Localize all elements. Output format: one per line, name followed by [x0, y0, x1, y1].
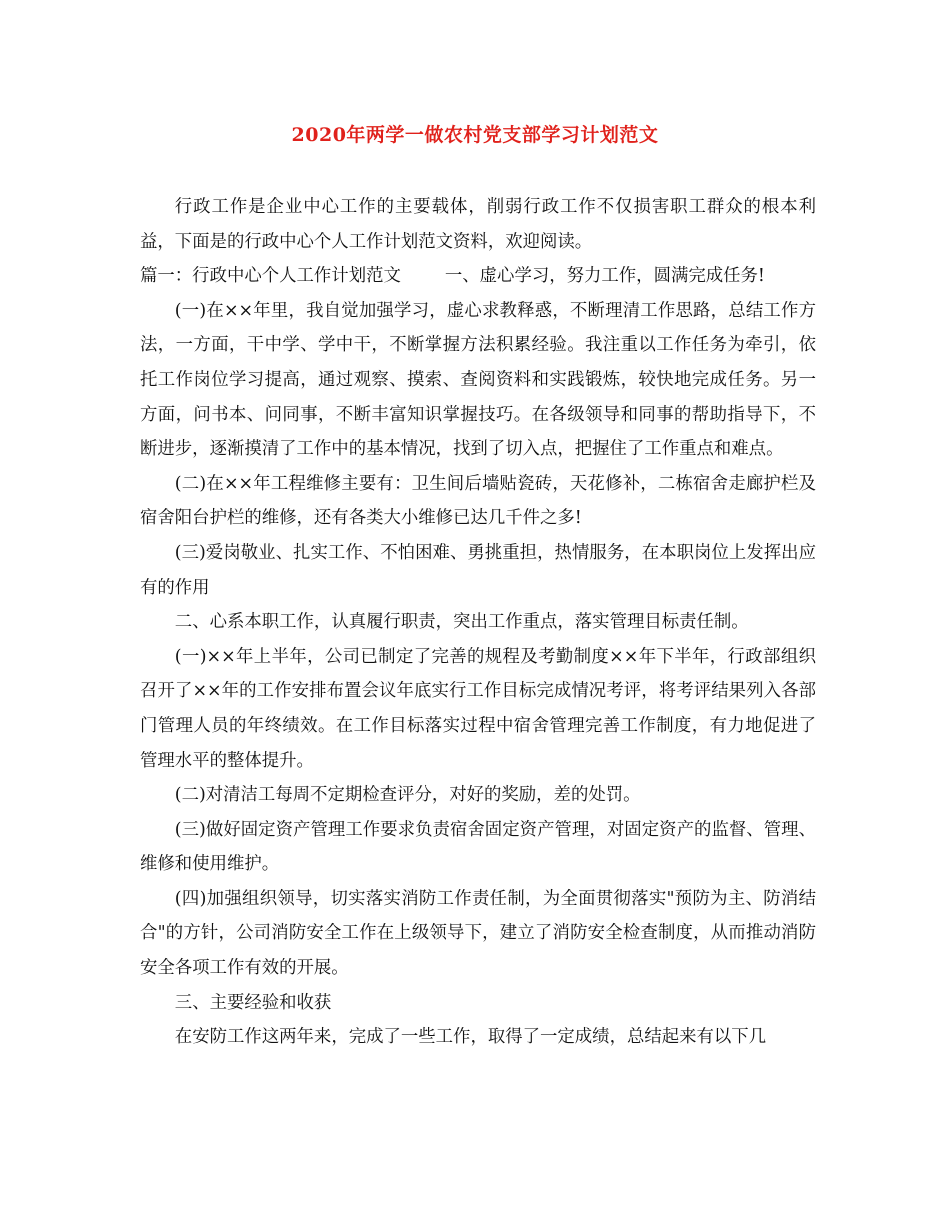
paragraph-item-2-4: (四)加强组织领导，切实落实消防工作责任制，为全面贯彻落实"预防为主、防消结合"的方针，公司消防安全工作在上级领导下，建立了消防安全检查制度，从而推动消防安全各项工作有效的开展。 — [140, 888, 816, 979]
article-label: 篇一：行政中心个人工作计划范文 — [140, 266, 401, 287]
document-body — [140, 190, 816, 1055]
paragraph-item-1-3: (三)爱岗敬业、扎实工作、不怕困难、勇挑重担，热情服务，在本职岗位上发挥出应有的作用 — [140, 542, 816, 598]
paragraph-section-two: 二、心系本职工作，认真履行职责，突出工作重点，落实管理目标责任制。 — [174, 612, 749, 633]
document-title: 2020年两学一做农村党支部学习计划范文 — [291, 124, 659, 146]
paragraph-section-heading — [140, 259, 816, 294]
paragraph-item-1-2: (二)在××年工程维修主要有：卫生间后墙贴瓷砖，天花修补，二栋宿舍走廊护栏及宿舍阳台护栏的维修，还有各类大小维修已达几千件之多! — [140, 473, 816, 529]
paragraph-item-2-1: (一)××年上半年，公司已制定了完善的规程及考勤制度××年下半年，行政部组织召开了××年的工作安排布置会议年底实行工作目标完成情况考评，将考评结果列入各部门管理人员的年终绩效。在工作目标落实过程中宿舍管理完善工作制度，有力地促进了管理水平的整体提升。 — [140, 646, 816, 771]
paragraph-section-three: 三、主要经验和收获 — [174, 992, 332, 1013]
section-one-heading: 一、虚心学习，努力工作，圆满完成任务! — [444, 266, 765, 287]
paragraph-intro: 行政工作是企业中心工作的主要载体，削弱行政工作不仅损害职工群众的根本利益，下面是的行政中心个人工作计划范文资料，欢迎阅读。 — [140, 197, 816, 252]
paragraph-item-2-2: (二)对清洁工每周不定期检查评分，对好的奖励，差的处罚。 — [174, 785, 641, 806]
paragraph-item-2-3: (三)做好固定资产管理工作要求负责宿舍固定资产管理，对固定资产的监督、管理、维修和使用维护。 — [140, 819, 816, 875]
paragraph-section-three-body: 在安防工作这两年来，完成了一些工作，取得了一定成绩，总结起来有以下几 — [174, 1027, 767, 1048]
paragraph-item-1-1: (一)在××年里，我自觉加强学习，虚心求教释惑，不断理清工作思路，总结工作方法，一方面，干中学、学中干，不断掌握方法积累经验。我注重以工作任务为牵引，依托工作岗位学习提高，通过观察、摸索、查阅资料和实践锻炼，较快地完成任务。另一方面，问书本、问同事，不断丰富知识掌握技巧。在各级领导和同事的帮助指导下，不断进步，逐渐摸清了工作中的基本情况，找到了切入点，把握住了工作重点和难点。 — [140, 300, 816, 460]
